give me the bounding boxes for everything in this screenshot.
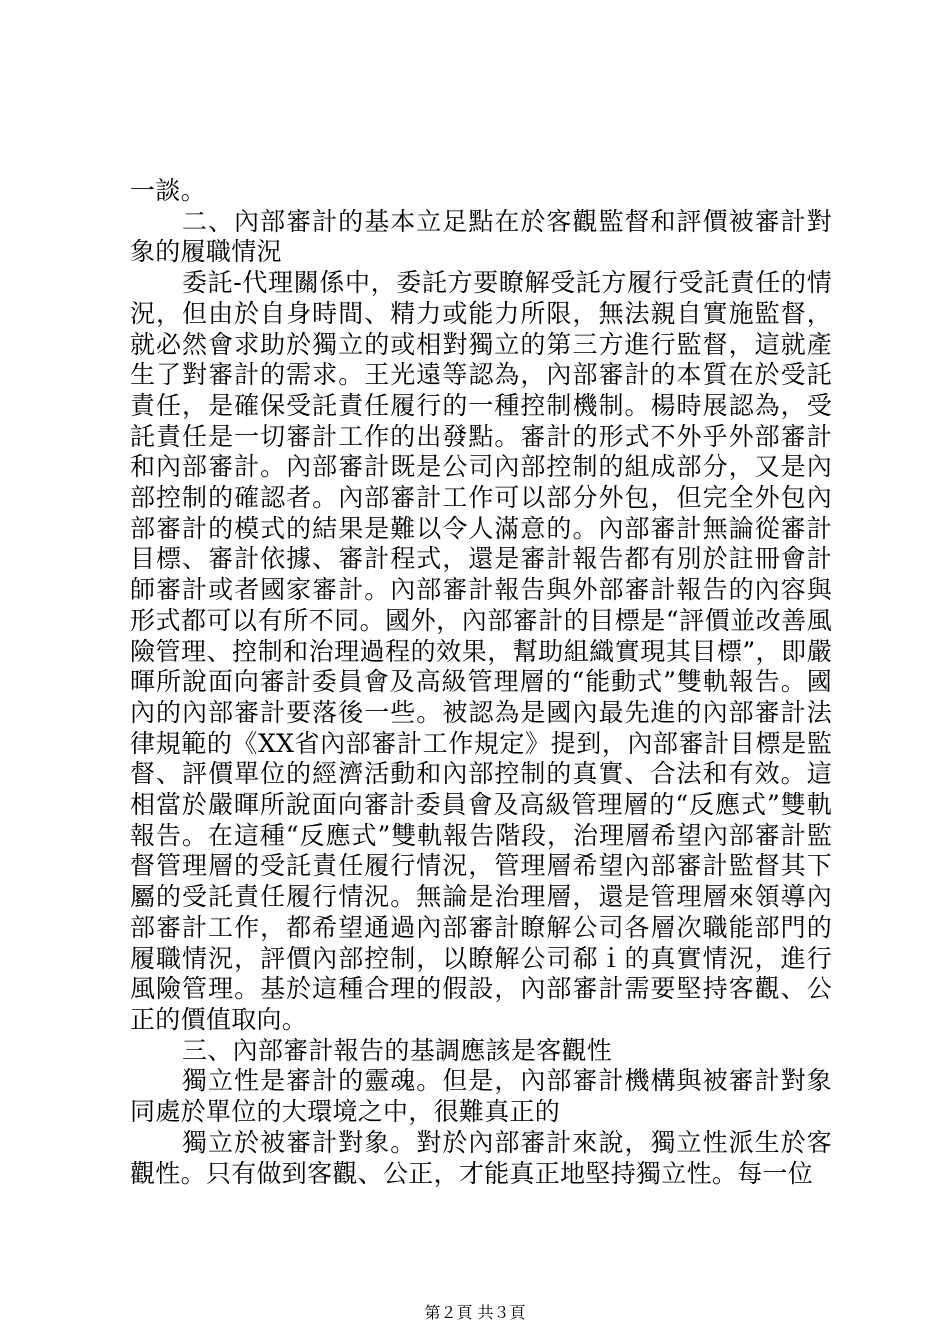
page-footer	[0, 1303, 950, 1323]
paragraph-continuation: 一談。	[130, 176, 206, 205]
paragraph-objectivity: 獨立於被審計對象。對於內部審計來說，獨立性派生於客觀性。只有做到客觀、公正，才能真正地堅持獨立性。每一位	[130, 1127, 832, 1188]
section-heading-2: 二、內部審計的基本立足點在於客觀監督和評價被審計對象的履職情況	[130, 206, 832, 267]
paragraph-principal-agent: 委託-代理關係中，委託方要瞭解受託方履行受託責任的情況，但由於自身時間、精力或能力所限，無法親自實施監督，就必然會求助於獨立的或相對獨立的第三方進行監督，這就產生了對審計的需求。王光遠等認為，內部審計的本質在於受託責任，是確保受託責任履行的一種控制機制。楊時展認為，受託責任是一切審計工作的出發點。審計的形式不外乎外部審計和內部審計。內部審計既是公司內部控制的組成部分，又是內部控制的確認者。內部審計工作可以部分外包，但完全外包內部審計的模式的結果是難以令人滿意的。內部審計無論從審計目標、審計依據、審計程式，還是審計報告都有別於註冊會計師審計或者國家審計。內部審計報告與外部審計報告的內容與形式都可以有所不同。國外，內部審計的目標是“評價並改善風險管理、控制和治理過程的效果，幫助組織實現其目標”，即嚴暉所說面向審計委員會及高級管理層的“能動式”雙軌報告。國內的內部審計要落後一些。被認為是國內最先進的內部審計法律規範的《XX省內部審計工作規定》提到，內部審計目標是監督、評價單位的經濟活動和內部控制的真實、合法和有效。這相當於嚴暉所說面向審計委員會及高級管理層的“反應式”雙軌報告。在這種“反應式”雙軌報告階段，治理層希望內部審計監督管理層的受託責任履行情況，管理層希望內部審計監督其下屬的受託責任履行情況。無論是治理層，還是管理層來領導內部審計工作，都希望通過內部審計瞭解公司各層次職能部門的履職情況，評價內部控制，以瞭解公司郗ｉ的真實情況，進行風險管理。基於這種合理的假設，內部審計需要堅持客觀、公正的價值取向。	[130, 268, 832, 1034]
paragraph-independence: 獨立性是審計的靈魂。但是，內部審計機構與被審計對象同處於單位的大環境之中，很難真正的	[130, 1066, 832, 1127]
section-heading-3: 三、內部審計報告的基調應該是客觀性	[182, 1035, 613, 1065]
page-number: 第２頁 共３頁	[424, 1303, 526, 1322]
body-text	[130, 176, 832, 1189]
